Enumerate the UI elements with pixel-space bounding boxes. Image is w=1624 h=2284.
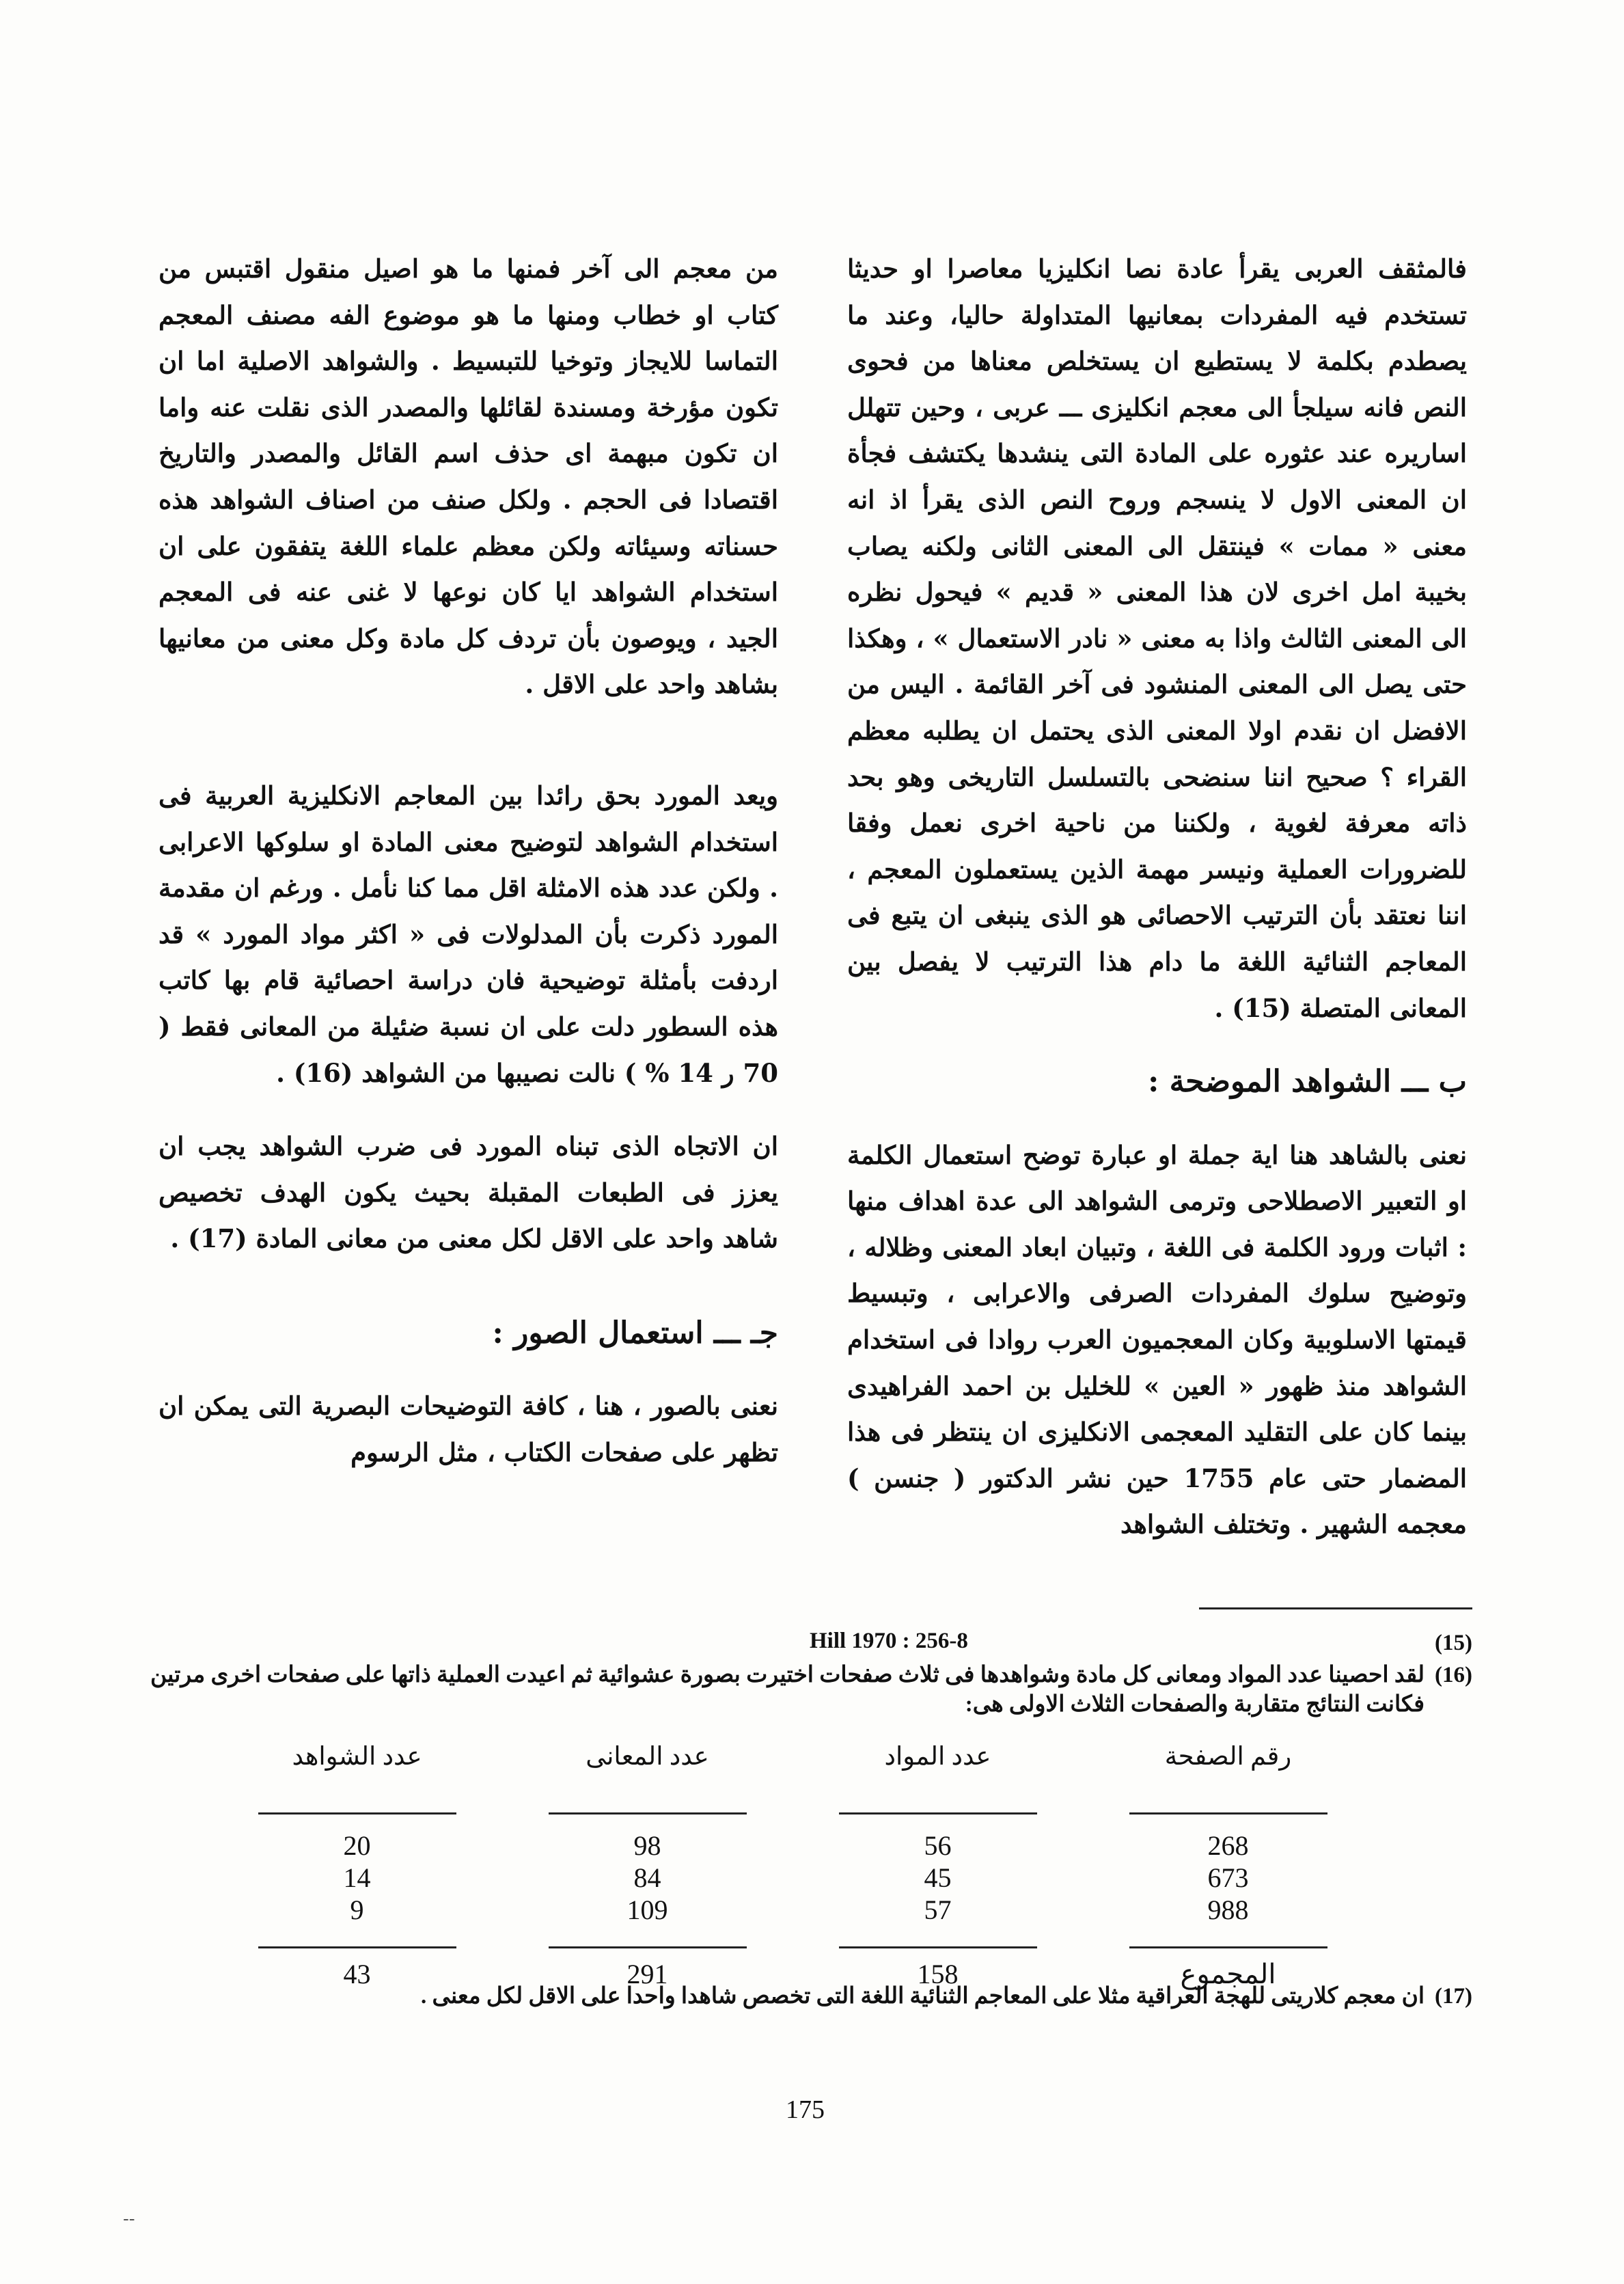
table-cell: 43 [343,1959,371,1989]
table-cell: 56 [924,1830,952,1861]
table-cell: 988 [1207,1894,1249,1925]
header-meanings: عدد المعانى [586,1743,709,1771]
table-cell: 109 [627,1894,668,1925]
header-page-number: رقم الصفحة [1164,1743,1292,1771]
table-cell: 268 [1207,1830,1249,1861]
header-entries: عدد المواد [884,1743,991,1771]
footnote-number: (17) [1435,1984,1472,2009]
paragraph: نعنى بالصور ، هنا ، كافة التوضيحات البصرية التى يمكن ان تظهر على صفحات الكتاب ، مثل الرسوم [159,1391,778,1468]
table-cell: 291 [627,1959,668,1989]
page-number: 175 [786,2095,825,2124]
paragraph: من معجم الى آخر فمنها ما هو اصيل منقول اقتبس من كتاب او خطاب ومنها ما هو موضوع الفه مصنف المعجم التماسا للايجاز وتوخيا للتبسيط . والشواهد الاصلية اما ان تكون مؤرخة ومسندة لقائلها والمصدر الذى نقلت عنه واما ان تكون مبهمة اى حذف اسم القائل والمصدر والتاريخ اقتصادا فى الحجم . ولكل صنف من اصناف الشواهد هذه حسناته وسيئاته ولكن معظم علماء اللغة يتفقون على ان استخدام الشواهد ايا كان نوعها لا غنى عنه فى المعجم الجيد ، ويوصون بأن تردف كل مادة وكل معنى من معانيها بشاهد واحد على الاقل . [159,254,778,700]
table-cell: 45 [924,1862,952,1893]
footnote-text: ان معجم كلاريتى للهجة العراقية مثلا على المعاجم الثنائية اللغة التى تخصص شاهدا واحدا على الاقل لكل معنى . [420,1984,1425,2009]
paragraph: ان الاتجاه الذى تبناه المورد فى ضرب الشواهد يجب ان يعزز فى الطبعات المقبلة بحيث يكون الهدف تخصيص شاهد واحد على الاقل لكل معنى من معانى المادة (17) . [159,1131,778,1254]
footnote-text: لقد احصينا عدد المواد ومعانى كل مادة وشواهدها فى ثلاث صفحات اختيرت بصورة عشوائية ثم اعيدت العملية ذاتها على صفحات اخرى مرتين فكانت النتائج متقاربة والصفحات الثلاث الاولى هى: [150,1663,1425,1717]
table-cell: 98 [633,1830,661,1861]
table-cell: 20 [343,1830,371,1861]
footnote-separator [1199,1607,1472,1609]
table-rule [212,1792,1373,1824]
footnote-number: (15) [1435,1631,1472,1655]
statistics-table [212,1741,1373,1990]
table-cell: 9 [350,1894,364,1925]
table-cell: المجموع [1180,1959,1276,1989]
section-heading-b: ب ـــ الشواهد الموضحة : [1148,1064,1467,1100]
scan-edge-mark: -- [123,2209,135,2229]
paragraph: فالمثقف العربى يقرأ عادة نصا انكليزيا معاصرا او حديثا تستخدم فيه المفردات بمعانيها المتداولة حاليا، وعند ما يصطدم بكلمة لا يستطيع ان يستخلص معناها من فحوى النص فانه سيلجأ الى معجم انكليزى ـــ عربى ، وحين تتهلل اساريره عند عثوره على المادة التى ينشدها يكتشف فجأة ان المعنى الاول لا ينسجم وروح النص الذى يقرأ اذ انه معنى « ممات » فينتقل الى المعنى الثانى ولكنه يصاب بخيبة امل اخرى لان هذا المعنى « قديم » فيحول نظره الى المعنى الثالث واذا به معنى « نادر الاستعمال » ، وهكذا حتى يصل الى المعنى المنشود فى آخر القائمة . اليس من الافضل ان نقدم اولا المعنى الذى يحتمل ان يطلبه معظم القراء ؟ صحيح اننا سنضحى بالتسلسل التاريخى وهو بحد ذاته معرفة لغوية ، ولكننا من ناحية اخرى نعمل وفقا للضرورات العملية ونيسر مهمة الذين يستعملون المعجم ، اننا نعتقد بأن الترتيب الاحصائى هو الذى ينبغى ان يتبع فى المعاجم الثنائية اللغة ما دام هذا الترتيب لا يفصل بين المعانى المتصلة (15) . [847,254,1467,1023]
paragraph: نعنى بالشاهد هنا اية جملة او عبارة توضح استعمال الكلمة او التعبير الاصطلاحى وترمى الشواهد الى عدة اهداف منها : اثبات ورود الكلمة فى اللغة ، وتبيان ابعاد المعنى وظلاله ، وتوضيح سلوك المفردات الصرفى والاعرابى ، وتبسيط قيمتها الاسلوبية وكان المعجميون العرب روادا فى استخدام الشواهد منذ ظهور « العين » للخليل بن احمد الفراهيدى بينما كان على التقليد المعجمى الانكليزى ان ينتظر فى هذا المضمار حتى عام 1755 حين نشر الدكتور ( جنسن ) معجمه الشهير . وتختلف الشواهد [847,1139,1468,1540]
table-cell: 57 [924,1894,952,1925]
footnote-16 [150,1661,1472,1719]
left-column [159,246,778,1476]
right-column [847,246,1467,1548]
header-examples: عدد الشواهد [292,1743,422,1771]
table-row [212,1824,1373,1862]
footnote-17 [150,1982,1472,2011]
table-cell: 158 [917,1959,959,1989]
section-heading-c: جـ ـــ استعمال الصور : [492,1315,778,1350]
table-header-row [212,1741,1373,1792]
table-rule [212,1926,1373,1958]
table-cell: 673 [1207,1862,1249,1893]
footnote-15-reference: Hill 1970 : 256-8 [810,1629,968,1653]
table-cell: 14 [343,1862,371,1893]
table-cell: 84 [633,1862,661,1893]
table-row [212,1894,1373,1926]
table-row [212,1862,1373,1894]
footnote-number: (16) [1435,1663,1472,1687]
paragraph: ويعد المورد بحق رائدا بين المعاجم الانكليزية العربية فى استخدام الشواهد لتوضيح معنى المادة او سلوكها الاعرابى . ولكن عدد هذه الامثلة اقل مما كنا نأمل . ورغم ان مقدمة المورد ذكرت بأن المدلولات فى « اكثر مواد المورد » قد اردفت بأمثلة توضيحية فان دراسة احصائية قام بها كاتب هذه السطور دلت على ان نسبة ضئيلة من المعانى فقط ( 70 ر 14 % ) نالت نصيبها من الشواهد (16) . [159,780,778,1088]
